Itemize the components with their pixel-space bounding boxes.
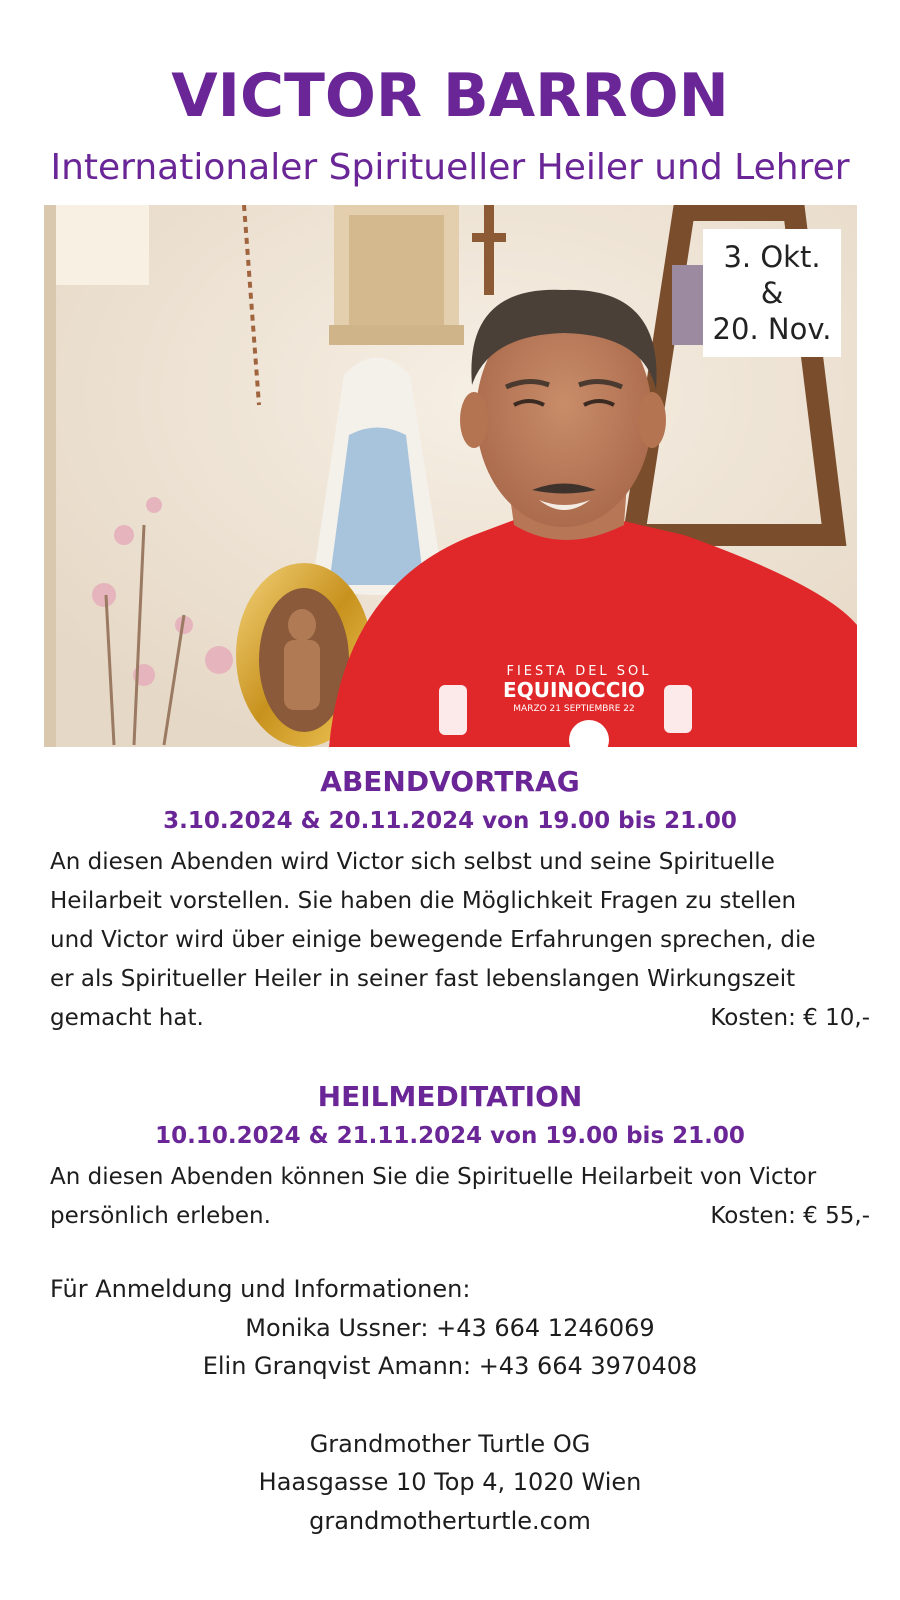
shirt-text-top: FIESTA DEL SOL — [506, 664, 652, 679]
date-badge-line2: & — [760, 275, 784, 310]
org-name: Grandmother Turtle OG — [309, 1430, 591, 1458]
heilmeditation-line: An diesen Abenden können Sie die Spirituelle Heilarbeit von Victor — [50, 1164, 817, 1190]
heilmeditation-heading: HEILMEDITATION — [317, 1080, 583, 1113]
contact-intro: Für Anmeldung und Informationen: — [50, 1275, 471, 1303]
abendvortrag-line: und Victor wird über einige bewegende Erfahrungen sprechen, die — [50, 927, 816, 953]
org-address: Haasgasse 10 Top 4, 1020 Wien — [258, 1468, 642, 1496]
abendvortrag-line: gemacht hat. — [50, 1005, 204, 1031]
abendvortrag-line: Heilarbeit vorstellen. Sie haben die Möglichkeit Fragen zu stellen — [50, 888, 797, 914]
abendvortrag-line: An diesen Abenden wird Victor sich selbst und seine Spirituelle — [50, 849, 775, 875]
date-badge-line1: 3. Okt. — [723, 239, 821, 274]
heilmeditation-line: persönlich erleben. — [50, 1203, 271, 1229]
abendvortrag-line: er als Spiritueller Heiler in seiner fast lebenslangen Wirkungszeit — [50, 966, 796, 992]
org-website: grandmotherturtle.com — [309, 1507, 591, 1535]
page-subtitle: Internationaler Spiritueller Heiler und Lehrer — [50, 147, 850, 188]
date-badge — [703, 229, 841, 357]
date-badge-line3: 20. Nov. — [712, 312, 832, 347]
abendvortrag-dates: 3.10.2024 & 20.11.2024 von 19.00 bis 21.00 — [163, 808, 737, 834]
heilmeditation-cost: Kosten: € 55,- — [710, 1203, 870, 1229]
abendvortrag-heading: ABENDVORTRAG — [320, 765, 580, 798]
abendvortrag-text — [50, 843, 870, 1038]
heilmeditation-text — [50, 1158, 870, 1236]
shirt-text-main: EQUINOCCIO — [503, 678, 645, 702]
contact-person-monika: Monika Ussner: +43 664 1246069 — [245, 1314, 655, 1342]
contact-person-elin: Elin Granqvist Amann: +43 664 3970408 — [202, 1352, 698, 1380]
page-title: VICTOR BARRON — [171, 61, 729, 131]
abendvortrag-cost: Kosten: € 10,- — [710, 1005, 870, 1031]
shirt-text-bottom: MARZO 21 SEPTIEMBRE 22 — [513, 704, 635, 714]
heilmeditation-dates: 10.10.2024 & 21.11.2024 von 19.00 bis 21.00 — [155, 1123, 745, 1149]
